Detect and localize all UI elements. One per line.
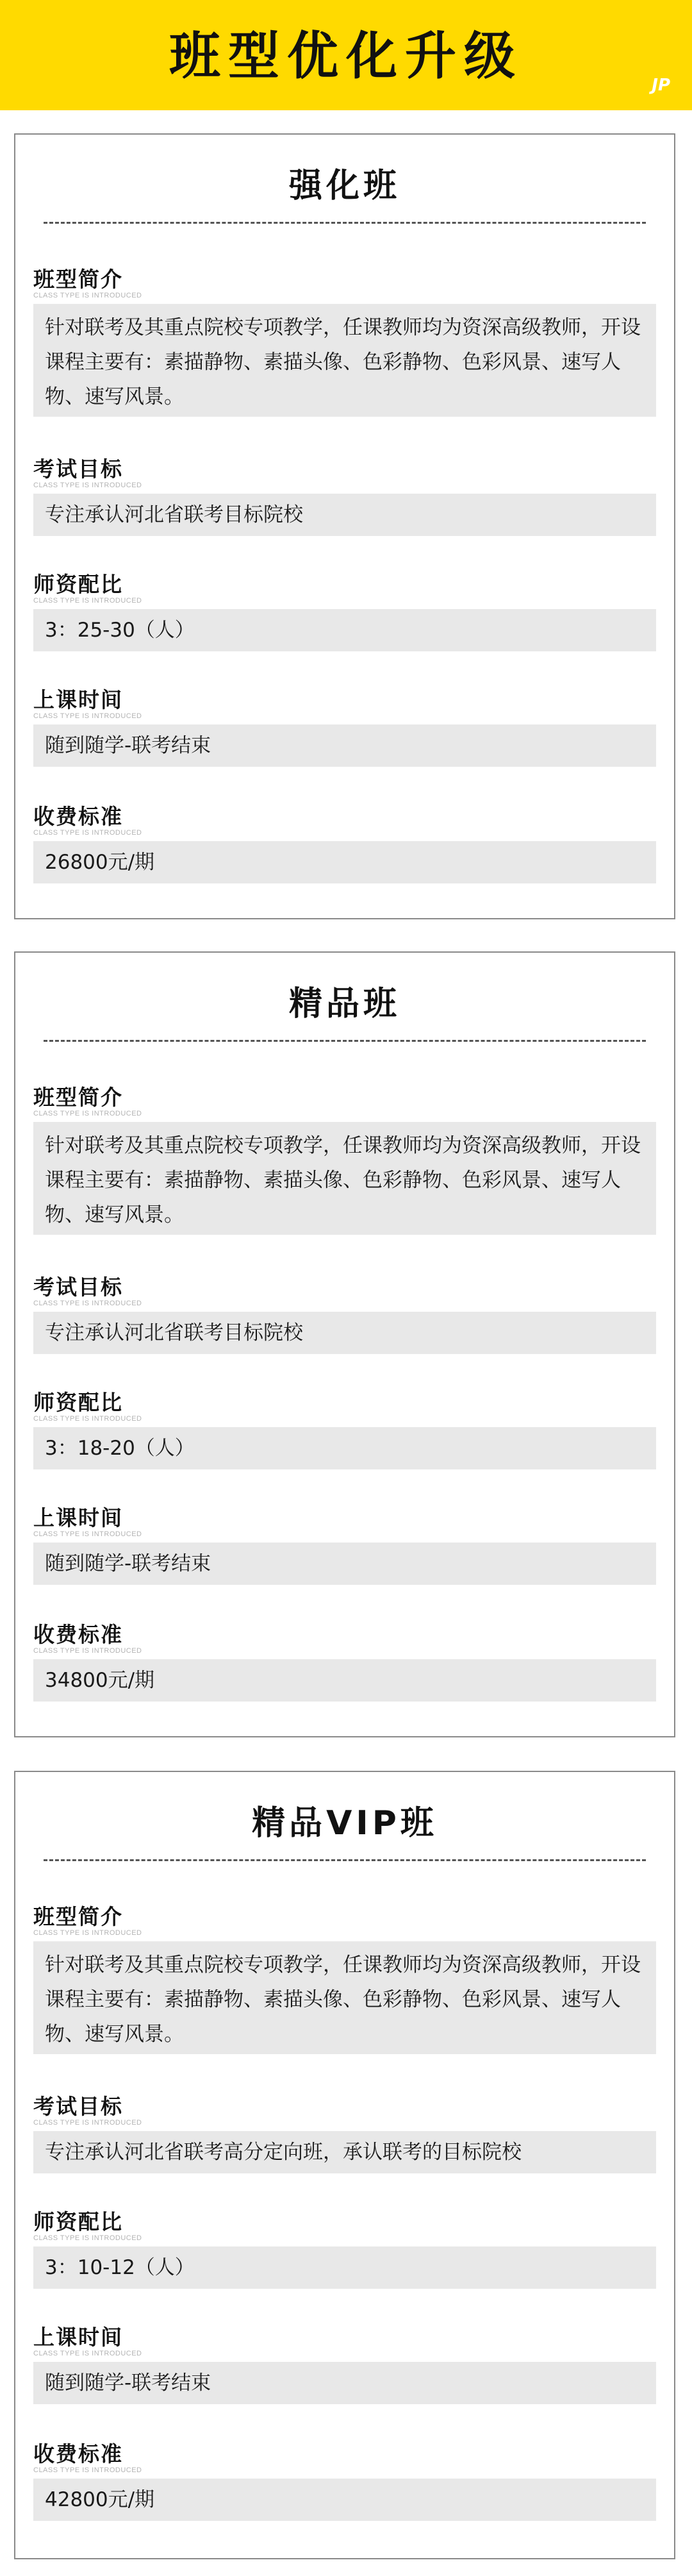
divider xyxy=(44,1040,646,1042)
field-value: 专注承认河北省联考高分定向班，承认联考的目标院校 xyxy=(33,2131,656,2173)
field-sublabel: CLASS TYPE IS INTRODUCED xyxy=(33,712,142,720)
field-value: 随到随学-联考结束 xyxy=(33,724,656,767)
class-card-premium xyxy=(14,951,675,1737)
field-label: 考试目标 xyxy=(33,456,123,481)
field-sublabel: CLASS TYPE IS INTRODUCED xyxy=(33,597,142,605)
card-title: 强化班 xyxy=(288,167,400,205)
field-value: 针对联考及其重点院校专项教学，任课教师均为资深高级教师，开设课程主要有：素描静物、素描头像、色彩静物、色彩风景、速写人物、速写风景。 xyxy=(33,304,656,417)
field-sublabel: CLASS TYPE IS INTRODUCED xyxy=(33,292,142,299)
field-sublabel: CLASS TYPE IS INTRODUCED xyxy=(33,2466,142,2474)
field-label: 班型简介 xyxy=(33,267,123,292)
field-sublabel: CLASS TYPE IS INTRODUCED xyxy=(33,1300,142,1307)
card-title: 精品班 xyxy=(288,985,400,1023)
field-value: 随到随学-联考结束 xyxy=(33,1543,656,1585)
field-sublabel: CLASS TYPE IS INTRODUCED xyxy=(33,1929,142,1937)
field-sublabel: CLASS TYPE IS INTRODUCED xyxy=(33,2350,142,2357)
field-value: 3：18-20（人） xyxy=(33,1427,656,1469)
field-label: 收费标准 xyxy=(33,1622,123,1647)
field-label: 收费标准 xyxy=(33,2441,123,2466)
field-label: 上课时间 xyxy=(33,1505,123,1530)
divider xyxy=(44,1859,646,1861)
field-value: 26800元/期 xyxy=(33,841,656,883)
field-value: 针对联考及其重点院校专项教学，任课教师均为资深高级教师，开设课程主要有：素描静物、素描头像、色彩静物、色彩风景、速写人物、速写风景。 xyxy=(33,1122,656,1235)
class-card-vip xyxy=(14,1771,675,2559)
field-sublabel: CLASS TYPE IS INTRODUCED xyxy=(33,481,142,489)
field-sublabel: CLASS TYPE IS INTRODUCED xyxy=(33,2234,142,2242)
field-label: 师资配比 xyxy=(33,572,123,597)
brand-logo: JP xyxy=(652,76,670,95)
class-card-strengthen xyxy=(14,133,675,919)
card-title: 精品VIP班 xyxy=(252,1804,438,1843)
field-label: 班型简介 xyxy=(33,1904,123,1929)
field-value: 针对联考及其重点院校专项教学，任课教师均为资深高级教师，开设课程主要有：素描静物、素描头像、色彩静物、色彩风景、速写人物、速写风景。 xyxy=(33,1941,656,2054)
field-label: 上课时间 xyxy=(33,687,123,712)
field-label: 考试目标 xyxy=(33,2094,123,2119)
field-sublabel: CLASS TYPE IS INTRODUCED xyxy=(33,1415,142,1423)
field-value: 专注承认河北省联考目标院校 xyxy=(33,1312,656,1354)
field-value: 专注承认河北省联考目标院校 xyxy=(33,494,656,536)
field-label: 师资配比 xyxy=(33,2209,123,2234)
field-value: 3：10-12（人） xyxy=(33,2246,656,2289)
field-value: 3：25-30（人） xyxy=(33,609,656,651)
page-title: 班型优化升级 xyxy=(169,26,523,86)
field-sublabel: CLASS TYPE IS INTRODUCED xyxy=(33,1110,142,1117)
field-label: 上课时间 xyxy=(33,2325,123,2350)
divider xyxy=(44,222,646,224)
field-sublabel: CLASS TYPE IS INTRODUCED xyxy=(33,2119,142,2127)
field-value: 34800元/期 xyxy=(33,1659,656,1702)
field-value: 随到随学-联考结束 xyxy=(33,2362,656,2404)
field-label: 班型简介 xyxy=(33,1085,123,1110)
header-banner xyxy=(0,0,692,110)
field-value: 42800元/期 xyxy=(33,2479,656,2521)
field-sublabel: CLASS TYPE IS INTRODUCED xyxy=(33,1530,142,1538)
field-label: 收费标准 xyxy=(33,804,123,829)
field-sublabel: CLASS TYPE IS INTRODUCED xyxy=(33,829,142,837)
field-label: 考试目标 xyxy=(33,1275,123,1300)
field-label: 师资配比 xyxy=(33,1390,123,1415)
field-sublabel: CLASS TYPE IS INTRODUCED xyxy=(33,1647,142,1655)
